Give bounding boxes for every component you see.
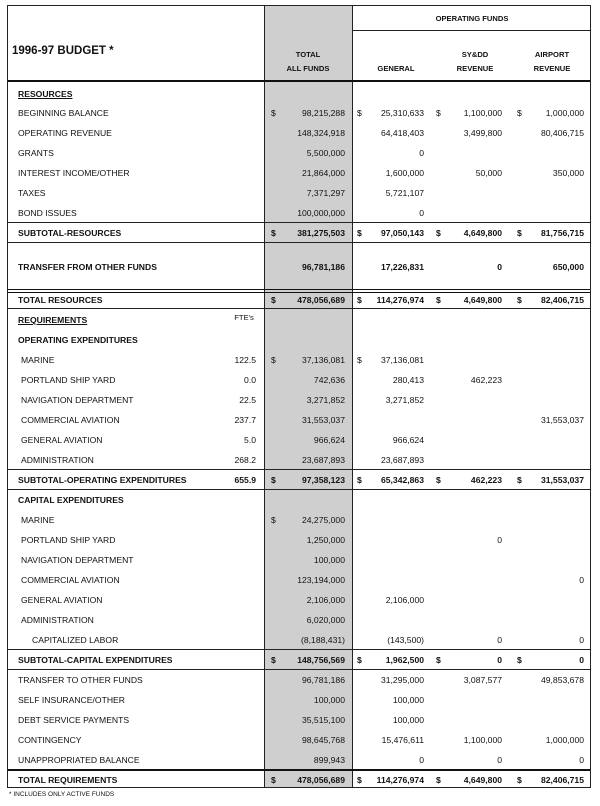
total-value: 966,624 bbox=[313, 435, 345, 445]
dollar-sign: $ bbox=[436, 295, 441, 305]
total-value: 21,864,000 bbox=[301, 168, 345, 178]
total-value: 23,687,893 bbox=[301, 455, 345, 465]
dollar-sign: $ bbox=[436, 655, 441, 665]
total-value: 1,250,000 bbox=[306, 535, 345, 545]
airport-value: 49,853,678 bbox=[540, 675, 584, 685]
fte-value: 22.5 bbox=[239, 395, 256, 405]
general-value: 100,000 bbox=[392, 715, 424, 725]
airport-value: 81,756,715 bbox=[540, 228, 584, 238]
row-label: PORTLAND SHIP YARD bbox=[21, 535, 116, 545]
row-label: CAPITAL EXPENDITURES bbox=[18, 495, 124, 505]
airport-value: 82,406,715 bbox=[540, 295, 584, 305]
syadd-value: 0 bbox=[497, 655, 502, 665]
syadd-value: 0 bbox=[497, 635, 502, 645]
dollar-sign: $ bbox=[357, 108, 362, 118]
general-value: 1,600,000 bbox=[385, 168, 424, 178]
total-value: 478,056,689 bbox=[297, 775, 345, 785]
total-value: 3,271,852 bbox=[306, 395, 345, 405]
general-value: 114,276,974 bbox=[376, 295, 424, 305]
row-label: DEBT SERVICE PAYMENTS bbox=[18, 715, 130, 725]
airport-value: 1,000,000 bbox=[545, 735, 584, 745]
row-rule bbox=[8, 289, 590, 293]
airport-value: 0 bbox=[579, 575, 584, 585]
total-value: 96,781,186 bbox=[301, 262, 345, 272]
total-value: 899,943 bbox=[313, 755, 345, 765]
budget-table bbox=[7, 5, 591, 788]
dollar-sign: $ bbox=[517, 108, 522, 118]
total-value: 100,000 bbox=[313, 555, 345, 565]
dollar-sign: $ bbox=[357, 295, 362, 305]
row-label: OPERATING REVENUE bbox=[18, 128, 112, 138]
general-value: 25,310,633 bbox=[380, 108, 424, 118]
airport-value: 0 bbox=[579, 755, 584, 765]
airport-header-line2: REVENUE bbox=[533, 64, 571, 73]
dollar-sign: $ bbox=[271, 475, 276, 485]
row-rule bbox=[8, 222, 590, 223]
syadd-value: 3,499,800 bbox=[463, 128, 502, 138]
dollar-sign: $ bbox=[436, 228, 441, 238]
total-value: 123,194,000 bbox=[297, 575, 345, 585]
general-value: 114,276,974 bbox=[376, 775, 424, 785]
total-value: 100,000 bbox=[313, 695, 345, 705]
airport-value: 0 bbox=[579, 635, 584, 645]
dollar-sign: $ bbox=[357, 355, 362, 365]
row-label: SUBTOTAL-OPERATING EXPENDITURES bbox=[18, 475, 187, 485]
row-label: INTEREST INCOME/OTHER bbox=[18, 168, 130, 178]
row-rule bbox=[8, 308, 590, 309]
syadd-value: 4,649,800 bbox=[463, 228, 502, 238]
airport-header-line1: AIRPORT bbox=[534, 50, 570, 59]
fte-value: 122.5 bbox=[234, 355, 256, 365]
airport-value: 31,553,037 bbox=[540, 415, 584, 425]
syadd-value: 4,649,800 bbox=[463, 775, 502, 785]
row-label: ADMINISTRATION bbox=[21, 455, 94, 465]
dollar-sign: $ bbox=[271, 228, 276, 238]
fte-value: 5.0 bbox=[244, 435, 256, 445]
general-value: 0 bbox=[419, 148, 424, 158]
total-value: 478,056,689 bbox=[297, 295, 345, 305]
row-label: RESOURCES bbox=[18, 89, 73, 99]
total-value: 37,136,081 bbox=[301, 355, 345, 365]
general-value: 5,721,107 bbox=[385, 188, 424, 198]
general-value: 17,226,831 bbox=[380, 262, 424, 272]
row-label: TOTAL REQUIREMENTS bbox=[18, 775, 118, 785]
general-value: 97,050,143 bbox=[380, 228, 424, 238]
row-label: REQUIREMENTS bbox=[18, 315, 88, 325]
fte-header: FTE's bbox=[234, 313, 254, 322]
total-value: 96,781,186 bbox=[301, 675, 345, 685]
airport-value: 31,553,037 bbox=[540, 475, 584, 485]
general-value: 31,295,000 bbox=[380, 675, 424, 685]
row-label: TRANSFER FROM OTHER FUNDS bbox=[18, 262, 157, 272]
row-rule bbox=[8, 80, 590, 82]
airport-value: 0 bbox=[579, 655, 584, 665]
total-value: 35,515,100 bbox=[301, 715, 345, 725]
airport-value: 650,000 bbox=[552, 262, 584, 272]
row-label: NAVIGATION DEPARTMENT bbox=[21, 555, 134, 565]
general-value: 15,476,611 bbox=[381, 735, 424, 745]
dollar-sign: $ bbox=[517, 655, 522, 665]
dollar-sign: $ bbox=[357, 655, 362, 665]
operating-funds-rule bbox=[352, 30, 590, 31]
total-value: 100,000,000 bbox=[297, 208, 345, 218]
total-value: 31,553,037 bbox=[301, 415, 345, 425]
row-label: GENERAL AVIATION bbox=[21, 595, 103, 605]
row-label: ADMINISTRATION bbox=[21, 615, 94, 625]
general-value: 966,624 bbox=[392, 435, 424, 445]
total-value: 7,371,297 bbox=[306, 188, 345, 198]
general-value: 1,962,500 bbox=[385, 655, 424, 665]
row-label: OPERATING EXPENDITURES bbox=[18, 335, 138, 345]
row-label: SELF INSURANCE/OTHER bbox=[18, 695, 125, 705]
total-value: 98,645,768 bbox=[301, 735, 345, 745]
total-value: 148,756,569 bbox=[297, 655, 345, 665]
airport-value: 1,000,000 bbox=[545, 108, 584, 118]
dollar-sign: $ bbox=[436, 108, 441, 118]
total-value: 5,500,000 bbox=[306, 148, 345, 158]
total-value: (8,188,431) bbox=[301, 635, 345, 645]
total-value: 24,275,000 bbox=[301, 515, 345, 525]
row-rule bbox=[8, 649, 590, 650]
row-label: SUBTOTAL-RESOURCES bbox=[18, 228, 122, 238]
general-value: 0 bbox=[419, 208, 424, 218]
syadd-value: 3,087,577 bbox=[463, 675, 502, 685]
row-label: BEGINNING BALANCE bbox=[18, 108, 109, 118]
row-label: UNAPPROPRIATED BALANCE bbox=[18, 755, 140, 765]
row-label: MARINE bbox=[21, 355, 55, 365]
syadd-value: 1,100,000 bbox=[463, 735, 502, 745]
dollar-sign: $ bbox=[271, 655, 276, 665]
total-value: 97,358,123 bbox=[301, 475, 345, 485]
general-value: 65,342,863 bbox=[380, 475, 424, 485]
total-header-line2: ALL FUNDS bbox=[286, 64, 330, 73]
operating-funds-header: OPERATING FUNDS bbox=[435, 14, 509, 23]
syadd-value: 4,649,800 bbox=[463, 295, 502, 305]
row-label: TRANSFER TO OTHER FUNDS bbox=[18, 675, 143, 685]
dollar-sign: $ bbox=[357, 775, 362, 785]
dollar-sign: $ bbox=[357, 228, 362, 238]
general-value: 0 bbox=[419, 755, 424, 765]
dollar-sign: $ bbox=[436, 475, 441, 485]
general-header: GENERAL bbox=[377, 64, 415, 73]
total-value: 381,275,503 bbox=[297, 228, 345, 238]
row-label: PORTLAND SHIP YARD bbox=[21, 375, 116, 385]
syadd-value: 50,000 bbox=[475, 168, 502, 178]
general-value: 37,136,081 bbox=[380, 355, 424, 365]
page-title: 1996-97 BUDGET * bbox=[12, 45, 114, 57]
total-header-line1: TOTAL bbox=[295, 50, 321, 59]
fte-value: 237.7 bbox=[234, 415, 256, 425]
airport-value: 80,406,715 bbox=[540, 128, 584, 138]
dollar-sign: $ bbox=[271, 295, 276, 305]
fte-value: 268.2 bbox=[234, 455, 256, 465]
syadd-value: 0 bbox=[497, 535, 502, 545]
dollar-sign: $ bbox=[271, 108, 276, 118]
row-label: MARINE bbox=[21, 515, 55, 525]
airport-value: 82,406,715 bbox=[540, 775, 584, 785]
general-value: 3,271,852 bbox=[385, 395, 424, 405]
general-value: 280,413 bbox=[392, 375, 424, 385]
row-label: COMMERCIAL AVIATION bbox=[21, 415, 120, 425]
row-label: NAVIGATION DEPARTMENT bbox=[21, 395, 134, 405]
row-label: CONTINGENCY bbox=[18, 735, 82, 745]
dollar-sign: $ bbox=[357, 475, 362, 485]
syadd-value: 1,100,000 bbox=[463, 108, 502, 118]
row-label: TAXES bbox=[18, 188, 46, 198]
syadd-value: 462,223 bbox=[470, 375, 502, 385]
dollar-sign: $ bbox=[517, 475, 522, 485]
row-label: CAPITALIZED LABOR bbox=[32, 635, 119, 645]
dollar-sign: $ bbox=[517, 295, 522, 305]
syadd-value: 0 bbox=[497, 262, 502, 272]
row-label: GENERAL AVIATION bbox=[21, 435, 103, 445]
general-value: (143,500) bbox=[387, 635, 424, 645]
dollar-sign: $ bbox=[436, 775, 441, 785]
row-label: TOTAL RESOURCES bbox=[18, 295, 103, 305]
syadd-header-line1: SY&DD bbox=[461, 50, 489, 59]
dollar-sign: $ bbox=[271, 515, 276, 525]
syadd-header-line2: REVENUE bbox=[456, 64, 494, 73]
general-value: 2,106,000 bbox=[385, 595, 424, 605]
total-value: 742,636 bbox=[313, 375, 345, 385]
row-rule bbox=[8, 769, 590, 771]
row-rule bbox=[8, 469, 590, 470]
dollar-sign: $ bbox=[517, 228, 522, 238]
general-value: 100,000 bbox=[392, 695, 424, 705]
general-value: 23,687,893 bbox=[380, 455, 424, 465]
total-value: 98,215,288 bbox=[301, 108, 345, 118]
row-label: SUBTOTAL-CAPITAL EXPENDITURES bbox=[18, 655, 173, 665]
row-rule bbox=[8, 489, 590, 490]
total-value: 6,020,000 bbox=[306, 615, 345, 625]
row-label: GRANTS bbox=[18, 148, 54, 158]
fte-value: 0.0 bbox=[244, 375, 256, 385]
dollar-sign: $ bbox=[271, 355, 276, 365]
dollar-sign: $ bbox=[271, 775, 276, 785]
syadd-value: 462,223 bbox=[470, 475, 502, 485]
row-rule bbox=[8, 242, 590, 243]
airport-value: 350,000 bbox=[552, 168, 584, 178]
row-rule bbox=[8, 669, 590, 670]
row-label: BOND ISSUES bbox=[18, 208, 77, 218]
footnote: * INCLUDES ONLY ACTIVE FUNDS bbox=[9, 791, 115, 798]
total-value: 148,324,918 bbox=[297, 128, 345, 138]
dollar-sign: $ bbox=[517, 775, 522, 785]
row-label: COMMERCIAL AVIATION bbox=[21, 575, 120, 585]
general-value: 64,418,403 bbox=[380, 128, 424, 138]
total-value: 2,106,000 bbox=[306, 595, 345, 605]
fte-value: 655.9 bbox=[234, 475, 256, 485]
syadd-value: 0 bbox=[497, 755, 502, 765]
